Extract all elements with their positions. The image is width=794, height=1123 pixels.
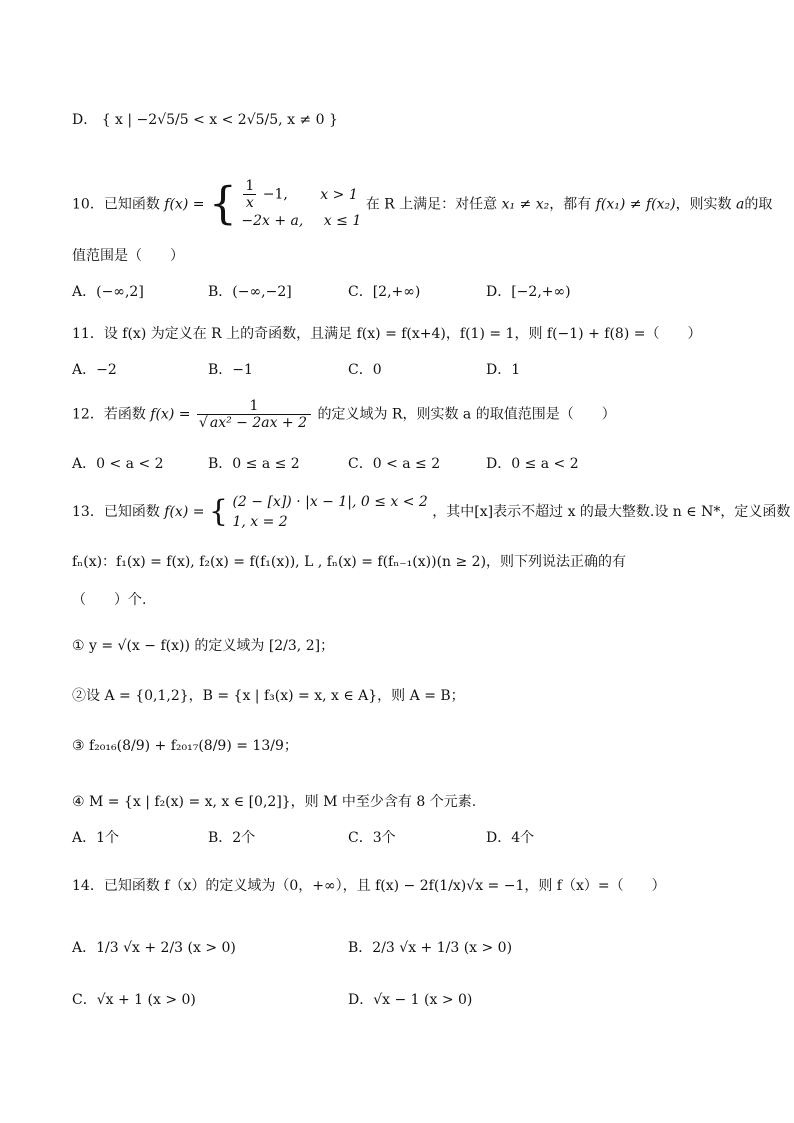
q12-option-d: D．0 ≤ a < 2 [486,456,579,472]
q12-option-b: B．0 ≤ a ≤ 2 [208,456,300,472]
q12-stem: 12．若函数 f(x) = $\frac{1}{\text{√ ax² − 2ax + 2}}$ 的定义域为 R，则实数 a 的取值范围是（ ） [72,398,616,431]
q12-fraction: $\frac{1}{\text{√ ax² − 2ax + 2}}$ [197,398,311,431]
q10-stem-line2: 值范围是（ ） [72,248,184,264]
q14-stem: 14．已知函数 f（x）的定义域为（0，+∞），且 f(x) − 2f(1/x)√x = −1，则 f（x）=（ ） [72,878,666,894]
q11-option-d: D．1 [486,362,521,378]
q13-stem-line2: fₙ(x)：f₁(x) = f(x), f₂(x) = f(f₁(x)), L , fₙ(x) = f(fₙ₋₁(x))(n ≥ 2)，则下列说法正确的有 [72,554,627,570]
q14-option-d: D．√x − 1 (x > 0) [348,992,473,1008]
q13-piecewise: (2 − [x]) · |x − 1|, 0 ≤ x < 2 1, x = 2 [232,494,428,530]
q14-option-b: B．2/3 √x + 1/3 (x > 0) [348,940,513,956]
q11-option-a: A．−2 [72,362,117,378]
q9-option-d-formula: { x | −2√5/5 < x < 2√5/5, x ≠ 0 } [101,112,338,128]
q13-statement-2: ②设 A = {0,1,2}，B = {x | f₃(x) = x, x ∈ A}，则 A = B； [72,688,465,704]
q13-stem-line3: （ ）个. [72,592,147,608]
q13-option-a: A．1个 [72,830,120,846]
q10-option-d: D．[−2,+∞) [486,284,571,300]
q13-brace: { [208,494,229,529]
q10-stem: 10．已知函数 f(x) = { $\frac{1}{x}$ −1, x > 1 −2x + a, x ≤ 1 在 R 上满足：对任意 x₁ ≠ x₂，都有 f(x₁) ≠ f(x₂)，则实数 a的取 [72,178,773,230]
q13-option-d: D．4个 [486,830,535,846]
q13-option-b: B．2个 [208,830,256,846]
q10-brace: { [208,178,237,230]
q13-statement-1: ① y = √(x − f(x)) 的定义域为 [2/3, 2]； [72,638,335,654]
q13-statement-4: ④ M = {x | f₂(x) = x, x ∈ [0,2]}，则 M 中至少含有 8 个元素. [72,794,477,810]
q13-statement-3: ③ f₂₀₁₆(8/9) + f₂₀₁₇(8/9) = 13/9； [72,738,298,754]
q14-option-a: A．1/3 √x + 2/3 (x > 0) [72,940,236,956]
q10-piecewise: $\frac{1}{x}$ −1, x > 1 −2x + a, x ≤ 1 [241,178,362,229]
q13-option-c: C．3个 [348,830,396,846]
q11-stem: 11．设 f(x) 为定义在 R 上的奇函数，且满足 f(x) = f(x+4)，f(1) = 1，则 f(−1) + f(8) =（ ） [72,326,702,342]
q11-option-b: B．−1 [208,362,253,378]
q10-option-a: A．(−∞,2] [72,284,144,300]
q10-option-b: B．(−∞,−2] [208,284,292,300]
q12-option-a: A．0 < a < 2 [72,456,164,472]
q10-option-c: C．[2,+∞) [348,284,421,300]
q13-stem: 13．已知函数 f(x) = { (2 − [x]) · |x − 1|, 0 ≤ x < 2 1, x = 2 ，其中[x]表示不超过 x 的最大整数.设 n ∈ N*，定义函数 [72,494,791,530]
q9-option-d: D． { x | −2√5/5 < x < 2√5/5, x ≠ 0 } [72,112,338,128]
q11-option-c: C．0 [348,362,382,378]
q12-option-c: C．0 < a ≤ 2 [348,456,441,472]
q14-option-c: C．√x + 1 (x > 0) [72,992,196,1008]
